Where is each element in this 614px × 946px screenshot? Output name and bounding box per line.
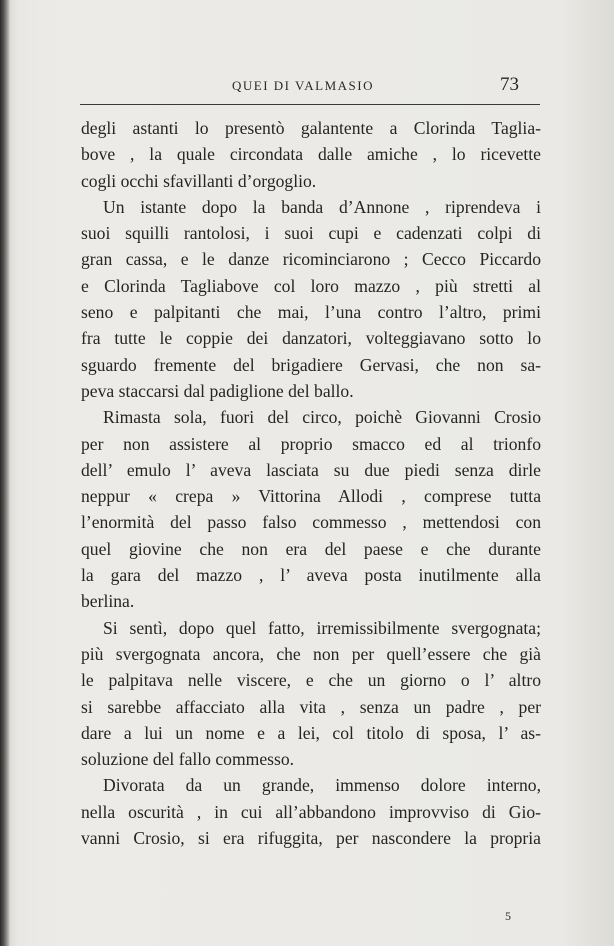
text-line: neppur « crepa » Vittorina Allodi , comprese tutta xyxy=(81,486,541,507)
text-line: bove , la quale circondata dalle amiche , lo ricevette xyxy=(81,144,541,165)
text-line: più svergognata ancora, che non per quell’essere che già xyxy=(81,643,541,664)
text-line: dare a lui un nome e a lei, col titolo di sposa, l’ as- xyxy=(81,722,541,743)
text-line: berlina. xyxy=(81,591,135,612)
text-line: e Clorinda Tagliabove col loro mazzo , più stretti al xyxy=(81,275,541,296)
text-line: quel giovine che non era del paese e che durante xyxy=(81,538,541,559)
text-line: Divorata da un grande, immenso dolore interno, xyxy=(103,775,541,796)
text-line: dell’ emulo l’ aveva lasciata su due piedi senza dirle xyxy=(81,459,541,480)
text-line: cogli occhi sfavillanti d’orgoglio. xyxy=(81,170,317,191)
body-text xyxy=(81,115,541,851)
text-line: l’enormità del passo falso commesso , mettendosi con xyxy=(81,512,541,533)
page-header xyxy=(80,72,542,102)
text-line: si sarebbe affacciato alla vita , senza un padre , per xyxy=(81,696,541,717)
text-line: per non assistere al proprio smacco ed al trionfo xyxy=(81,433,541,454)
text-line: fra tutte le coppie dei danzatori, volteggiavano sotto lo xyxy=(81,328,541,349)
text-line: suoi squilli rantolosi, i suoi cupi e cadenzati colpi di xyxy=(81,223,541,244)
text-line: soluzione del fallo commesso. xyxy=(81,749,295,770)
header-rule xyxy=(80,104,540,105)
page-number: 73 xyxy=(500,74,519,95)
text-line: Si sentì, dopo quel fatto, irremissibilmente svergognata; xyxy=(103,617,541,638)
text-line: peva staccarsi dal padiglione del ballo. xyxy=(81,380,354,401)
text-line: le palpitava nelle viscere, e che un giorno o l’ altro xyxy=(81,670,541,691)
text-line: Un istante dopo la banda d’Annone , riprendeva i xyxy=(103,196,541,217)
text-line: gran cassa, e le danze ricominciarono ; Cecco Piccardo xyxy=(81,249,541,270)
text-line: nella oscurità , in cui all’abbandono improvviso di Gio- xyxy=(81,801,541,822)
signature-mark: 5 xyxy=(505,909,511,923)
text-line: sguardo fremente del brigadiere Gervasi, che non sa- xyxy=(81,354,541,375)
text-line: degli astanti lo presentò galantente a Clorinda Taglia- xyxy=(81,118,541,138)
text-line: seno e palpitanti che mai, l’una contro l’altro, primi xyxy=(81,302,541,323)
text-line: vanni Crosio, si era rifuggita, per nascondere la propria xyxy=(81,828,541,849)
running-title: QUEI DI VALMASIO xyxy=(232,78,374,93)
text-line: la gara del mazzo , l’ aveva posta inutilmente alla xyxy=(81,565,541,586)
text-line: Rimasta sola, fuori del circo, poichè Giovanni Crosio xyxy=(103,407,541,428)
binding-edge-shadow xyxy=(0,0,10,946)
